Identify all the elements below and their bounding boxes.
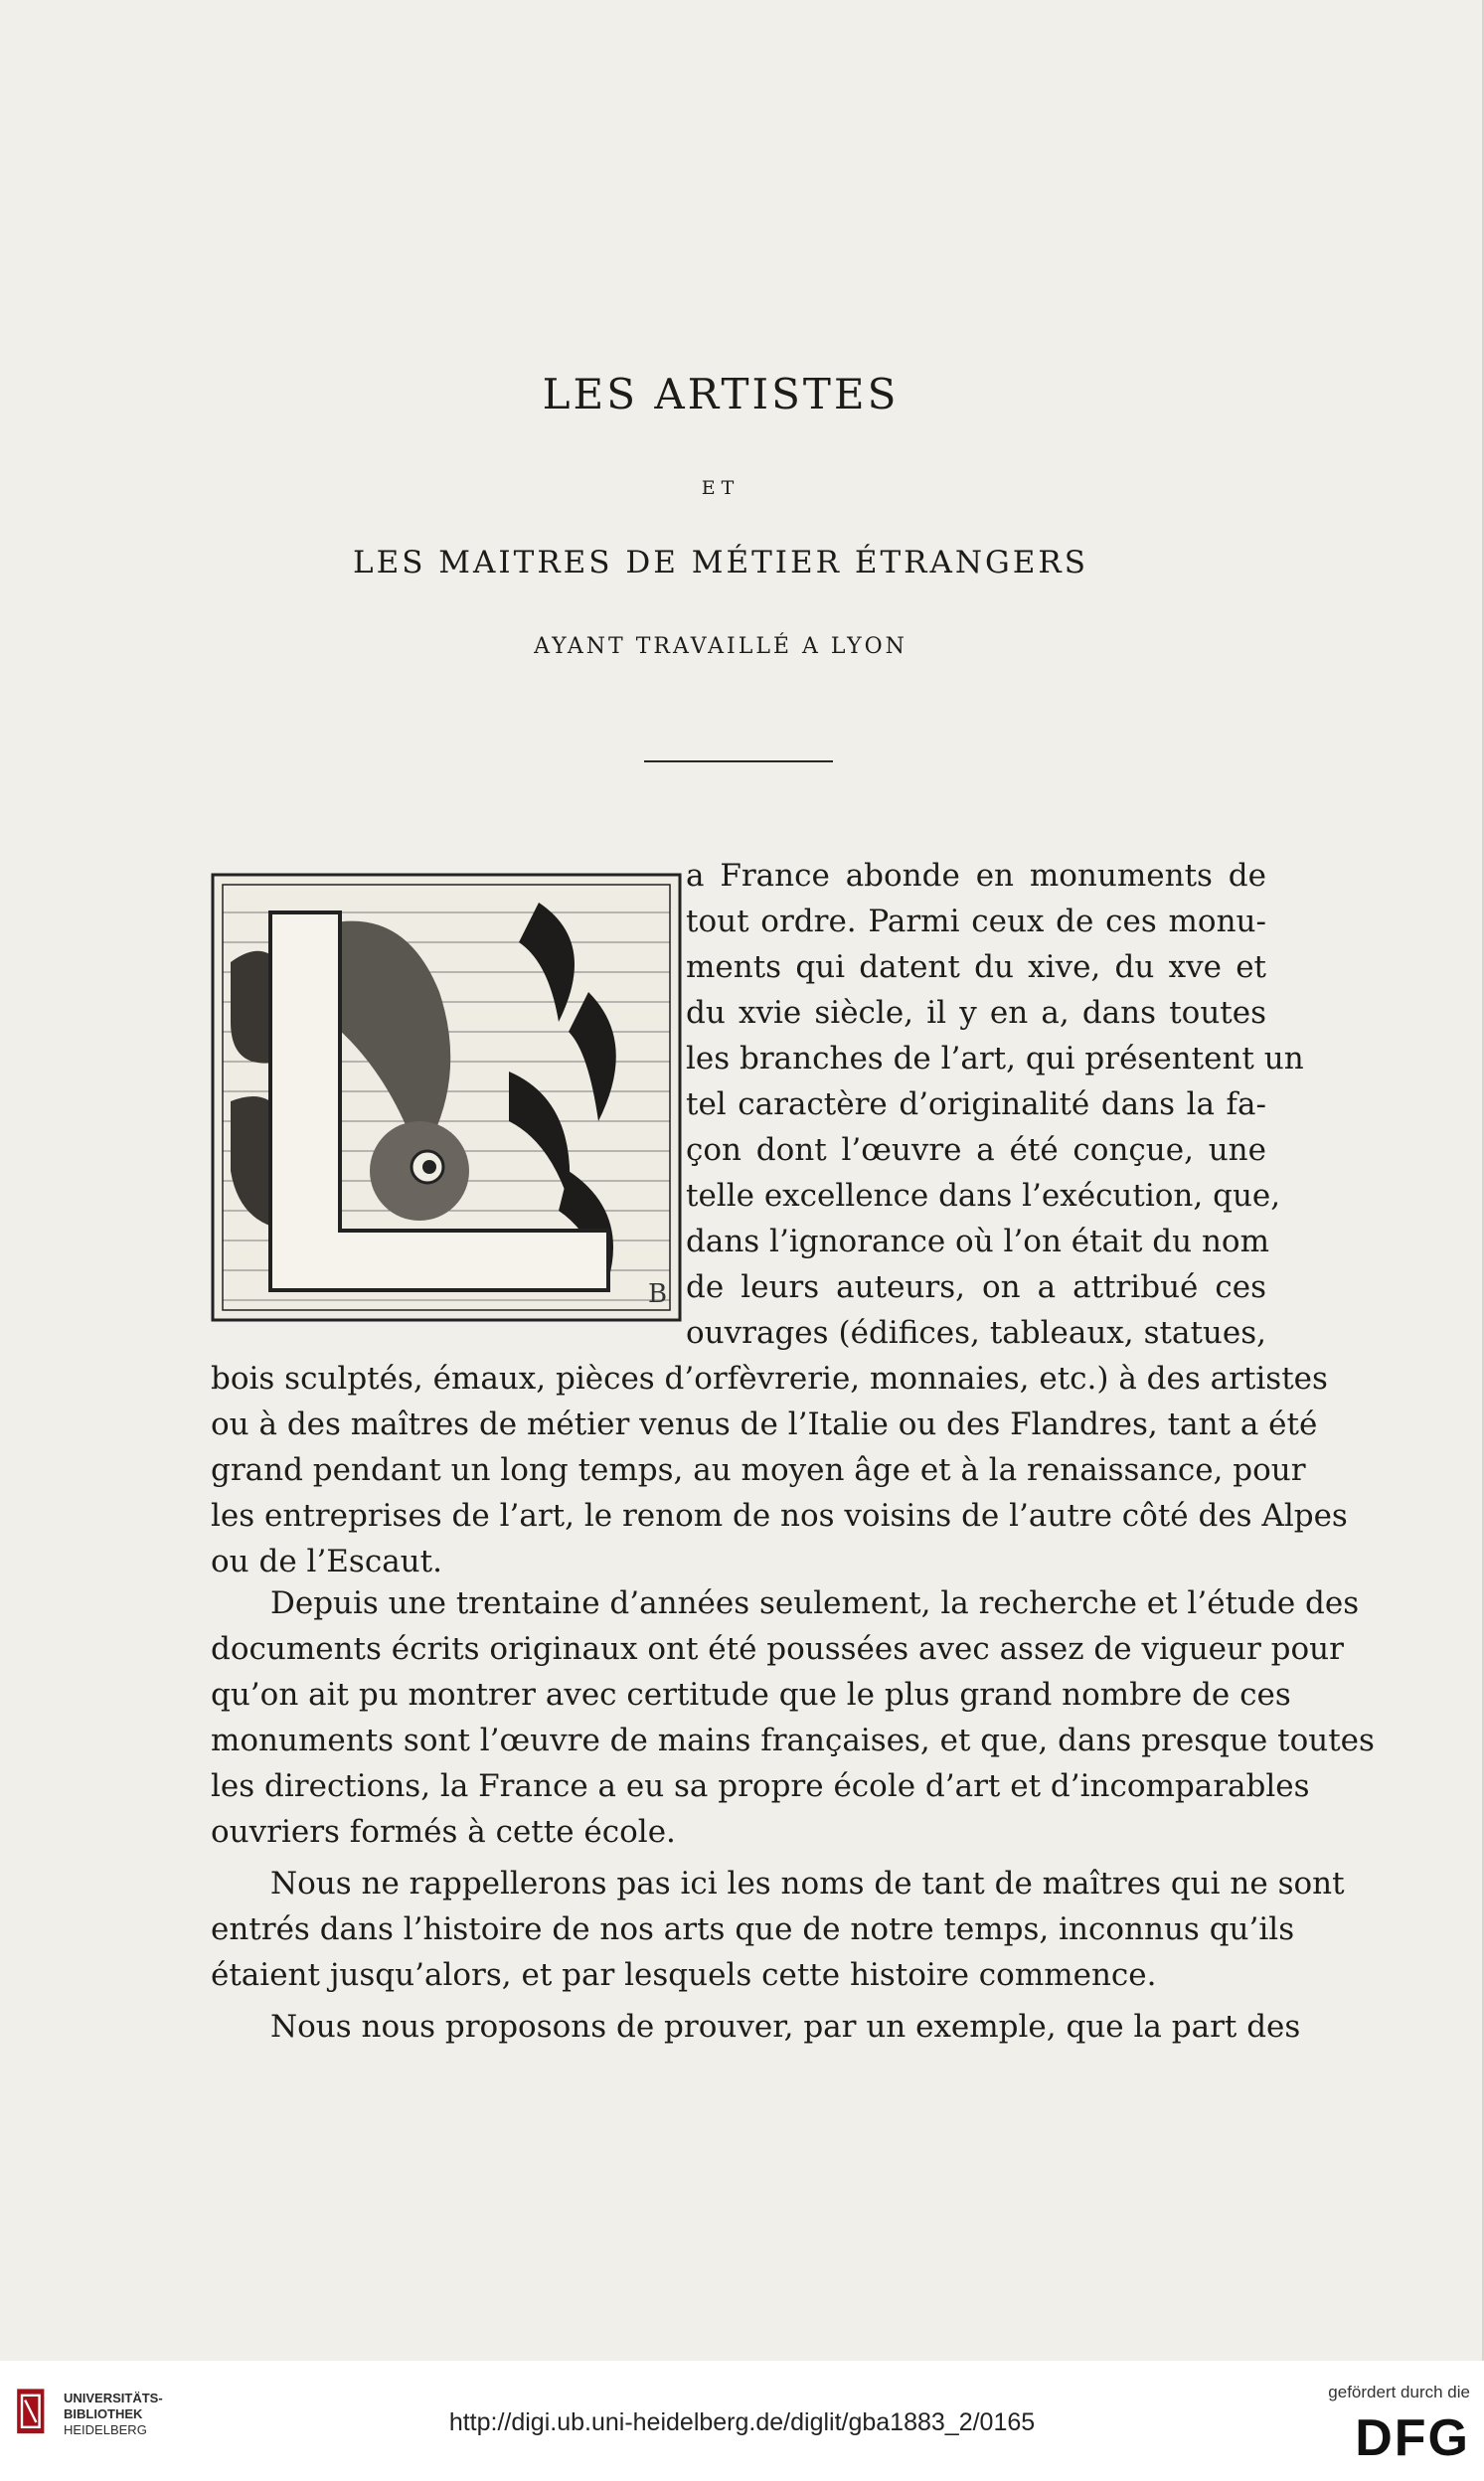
text-line: çon dont l’œuvre a été conçue, une: [686, 1132, 1266, 1168]
funding-label: gefördert durch die: [1328, 2383, 1470, 2401]
paragraph-4: [211, 2004, 1301, 2050]
text-line: telle excellence dans l’exécution, que,: [686, 1178, 1281, 1214]
digitization-footer: [0, 2361, 1484, 2481]
text-line: les entreprises de l’art, le renom de nos voisins de l’autre côté des Alpes: [211, 1498, 1348, 1534]
text-line: qu’on ait pu montrer avec certitude que le plus grand nombre de ces: [211, 1677, 1291, 1713]
paragraph-3: [211, 1861, 1345, 1998]
text-line: grand pendant un long temps, au moyen âge et à la renaissance, pour: [211, 1452, 1306, 1488]
text-line: ou à des maîtres de métier venus de l’Italie ou des Flandres, tant a été: [211, 1406, 1318, 1442]
text-line: documents écrits originaux ont été poussées avec assez de vigueur pour: [211, 1631, 1344, 1667]
text-line: Nous ne rappellerons pas ici les noms de tant de maîtres qui ne sont: [270, 1866, 1345, 1902]
article-subtitle: LES MAITRES DE MÉTIER ÉTRANGERS: [352, 545, 1088, 580]
title-rule: [644, 760, 833, 762]
text-line: de leurs auteurs, on a attribué ces: [686, 1269, 1266, 1305]
paragraph-1: [211, 853, 1348, 1584]
text-line: les directions, la France a eu sa propre école d’art et d’incomparables: [211, 1768, 1310, 1804]
permalink-url[interactable]: http://digi.ub.uni-heidelberg.de/diglit/gba1883_2/0165: [448, 2408, 1036, 2436]
text-line: ouvriers formés à cette école.: [211, 1814, 676, 1850]
library-line-2: BIBLIOTHEK: [64, 2406, 143, 2421]
text-line: du xvie siècle, il y en a, dans toutes: [686, 995, 1266, 1031]
article-subsubtitle: AYANT TRAVAILLÉ A LYON: [534, 634, 907, 659]
text-line: ouvrages (édifices, tableaux, statues,: [686, 1315, 1266, 1351]
library-line-3: HEIDELBERG: [64, 2422, 147, 2437]
text-line: bois sculptés, émaux, pièces d’orfèvrerie, monnaies, etc.) à des artistes: [211, 1361, 1328, 1397]
text-line: monuments sont l’œuvre de mains françaises, et que, dans presque toutes: [211, 1723, 1375, 1758]
text-line: étaient jusqu’alors, et par lesquels cette histoire commence.: [211, 1957, 1157, 1993]
title-connector: ET: [701, 477, 741, 499]
text-line: Nous nous proposons de prouver, par un exemple, que la part des: [270, 2009, 1301, 2045]
text-line: ments qui datent du xive, du xve et: [686, 949, 1266, 985]
dfg-logo: DFG: [1355, 2409, 1470, 2467]
text-line: tout ordre. Parmi ceux de ces monu-: [686, 904, 1266, 939]
text-line: Depuis une trentaine d’années seulement, la recherche et l’étude des: [270, 1585, 1360, 1621]
text-line: ou de l’Escaut.: [211, 1544, 442, 1579]
library-line-1: UNIVERSITÄTS-: [64, 2391, 163, 2405]
text-line: a France abonde en monuments de: [686, 858, 1266, 894]
text-line: entrés dans l’histoire de nos arts que de notre temps, inconnus qu’ils: [211, 1911, 1295, 1947]
article-title: LES ARTISTES: [542, 370, 900, 418]
text-line: les branches de l’art, qui présentent un: [686, 1041, 1304, 1076]
text-line: tel caractère d’originalité dans la fa-: [686, 1086, 1266, 1122]
text-line: dans l’ignorance où l’on était du nom: [686, 1224, 1269, 1259]
paragraph-2: [211, 1580, 1375, 1855]
initial-signature: B: [648, 1279, 668, 1309]
